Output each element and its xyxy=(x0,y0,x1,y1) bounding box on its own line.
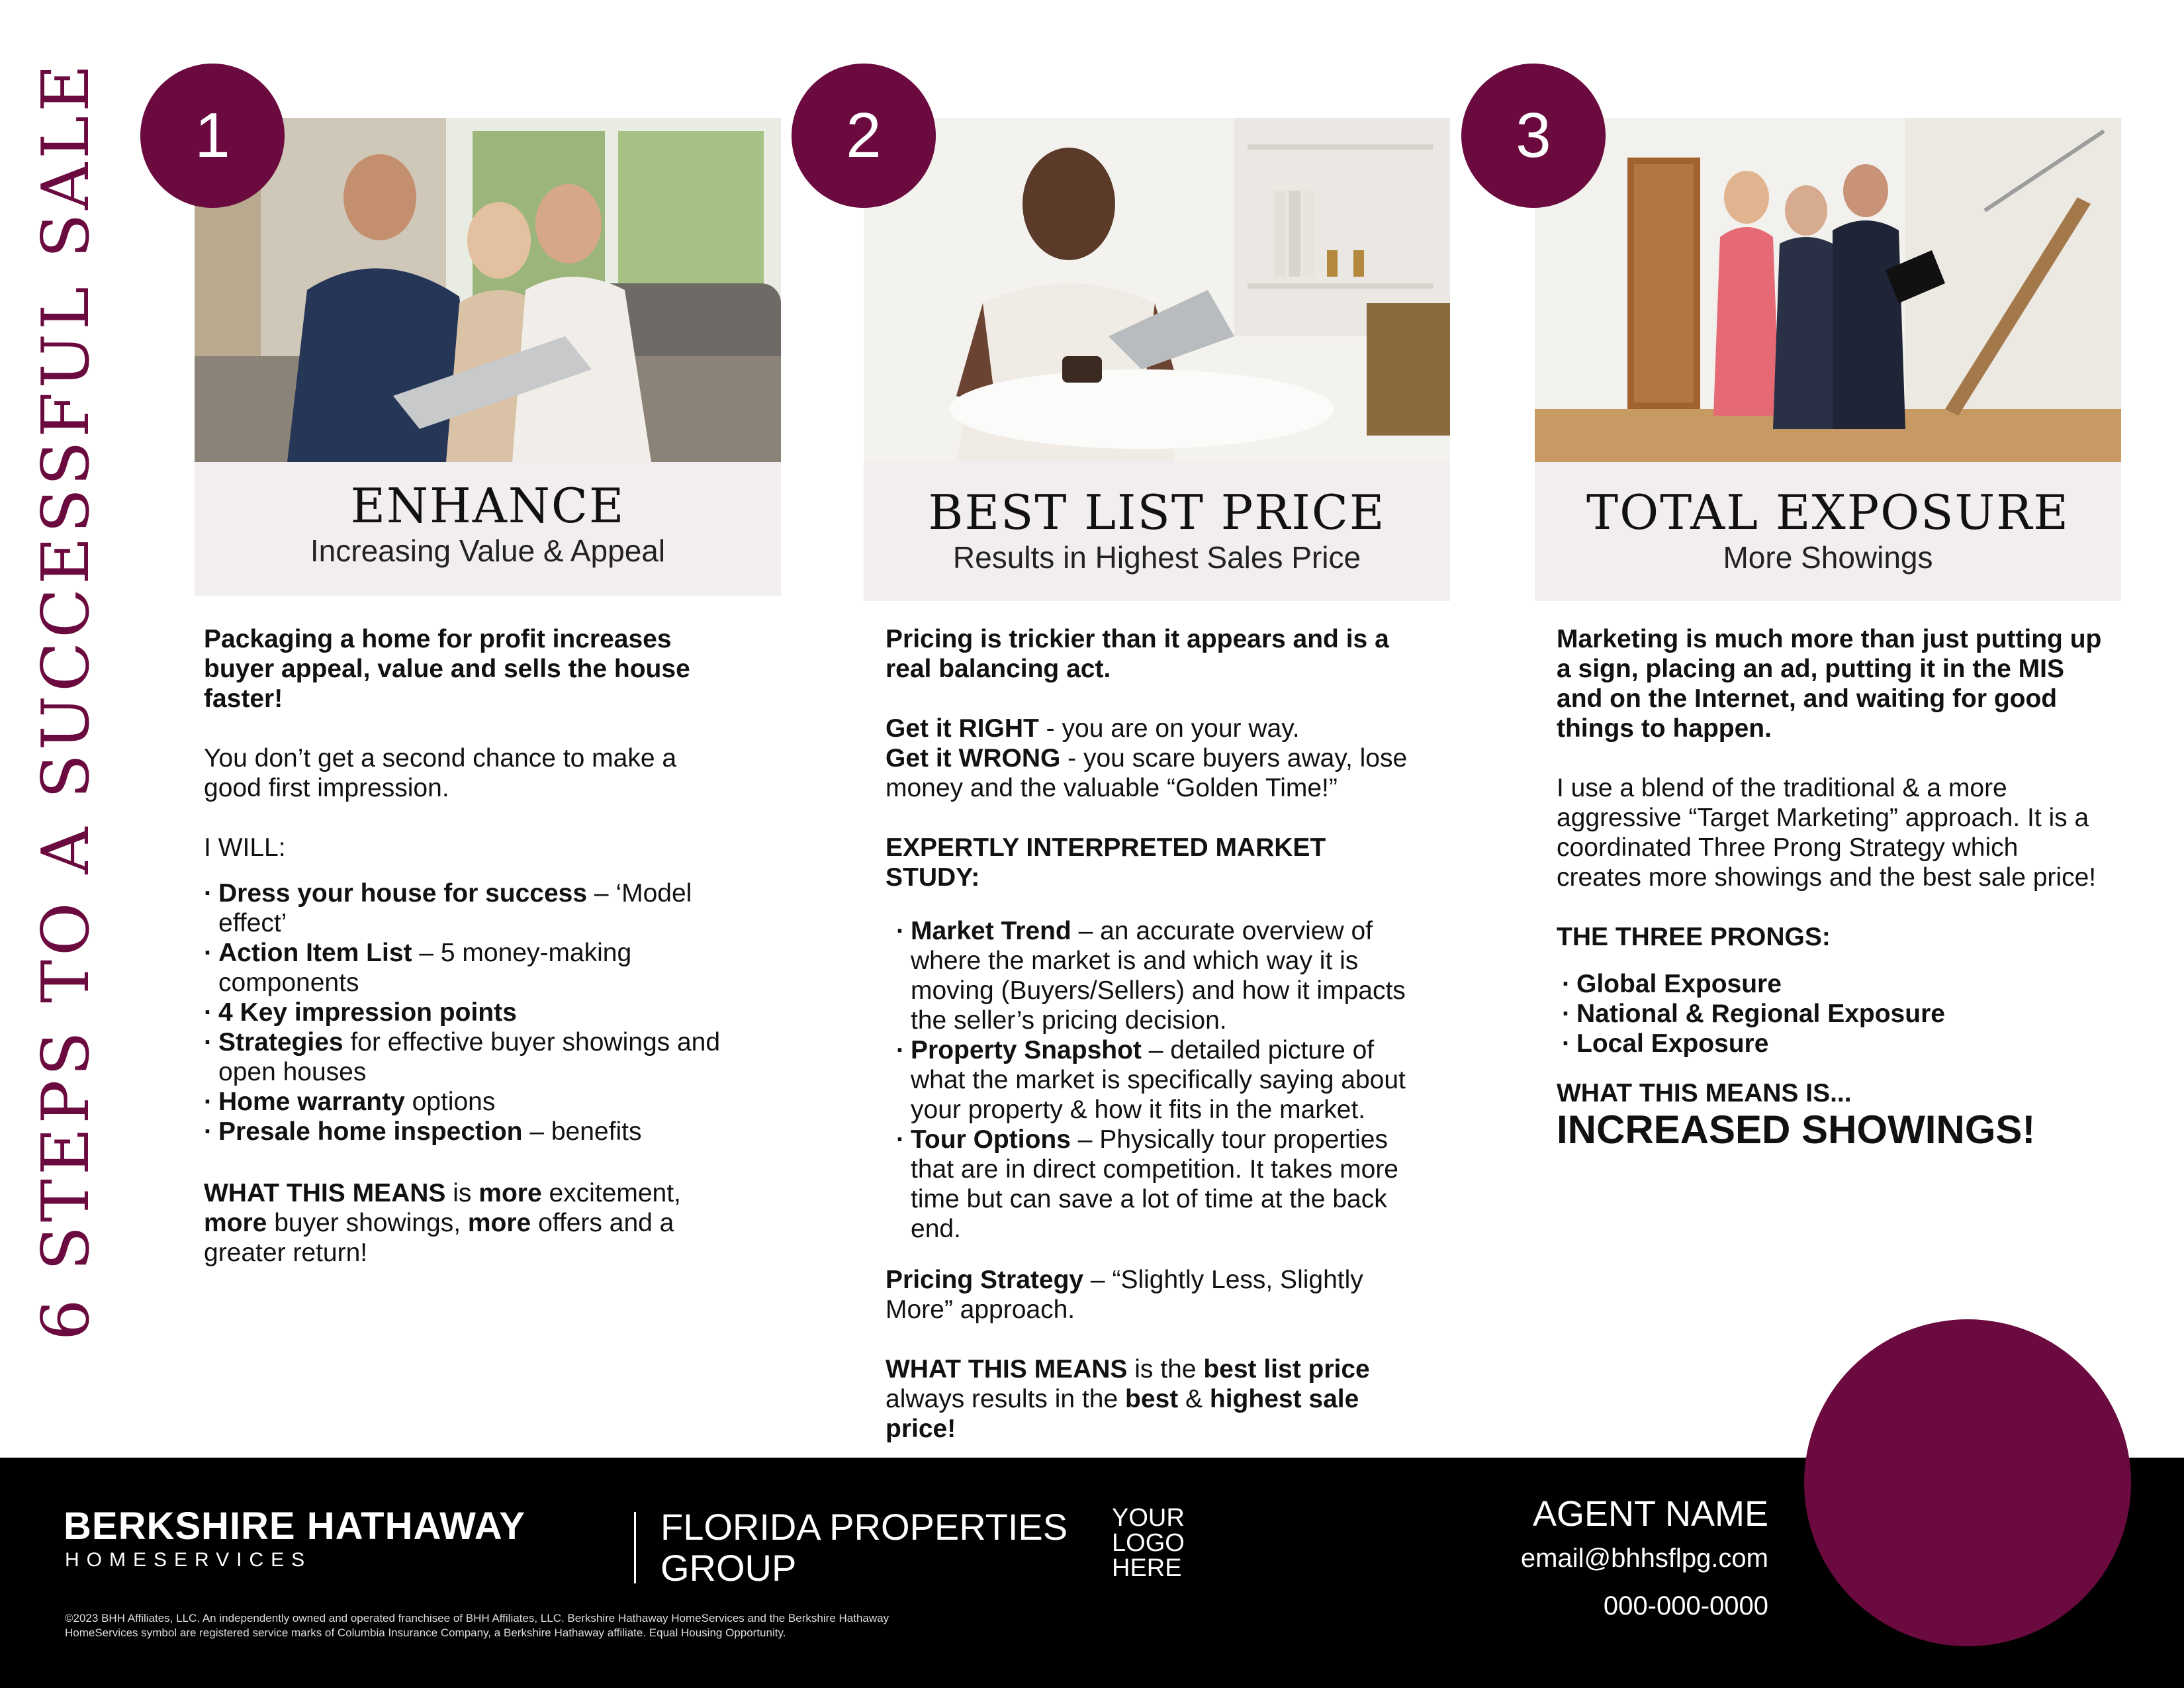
list-item: · Global Exposure xyxy=(1562,969,2106,999)
step3-photo xyxy=(1535,118,2121,462)
list-item: · 4 Key impression points xyxy=(204,998,733,1027)
step1-body xyxy=(204,624,733,1268)
step1-i-will: I WILL: xyxy=(204,833,286,862)
step3-paragraph: I use a blend of the traditional & a more aggressive “Target Marketing” approach. It is a coordinated Three Prong Strategy which creates more showings and the best sale price! xyxy=(1557,774,2097,892)
logo-placeholder: YOUR LOGO HERE xyxy=(1112,1504,1185,1582)
step1-header-band xyxy=(195,462,781,596)
step2-what-this-means: WHAT THIS MEANS is the best list price always results in the best & highest sale price! xyxy=(886,1355,1370,1443)
step2-get-it-right: Get it RIGHT - you are on your way. xyxy=(886,714,1300,743)
legal-text: ©2023 BHH Affiliates, LLC. An independently owned and operated franchisee of BHH Affiliates, LLC. Berkshire Hathaway HomeServices and the Berkshire Hathaway HomeServices symbol are registered service marks of Columbia Insurance Company, a Berkshire Hathaway affiliate. Equal Housing Opportunity. xyxy=(65,1612,889,1639)
list-item: · Market Trend – an accurate overview of where the market is and which way it is moving (Buyers/Sellers) and how it impacts the seller’s pricing decision. xyxy=(896,916,1415,1035)
step2-photo xyxy=(864,118,1450,462)
agent-with-couple-photo-icon xyxy=(195,118,781,462)
step2-heading: BEST LIST PRICE xyxy=(928,485,1386,540)
step3-bullet-list xyxy=(1557,969,2106,1058)
step3-heading: TOTAL EXPOSURE xyxy=(1586,485,2070,540)
step2-body xyxy=(886,624,1415,1444)
step3-increased-showings: INCREASED SHOWINGS! xyxy=(1557,1107,2036,1152)
agent-email[interactable]: email@bhhsflpg.com xyxy=(1520,1544,1768,1573)
brand-main: BERKSHIRE HATHAWAY xyxy=(64,1505,525,1548)
step2-pricing-strategy: Pricing Strategy – “Slightly Less, Slightly More” approach. xyxy=(886,1266,1363,1324)
step1-what-this-means: WHAT THIS MEANS is more excitement, more buyer showings, more offers and a greater return! xyxy=(204,1179,681,1267)
group-name: FLORIDA PROPERTIES GROUP xyxy=(660,1506,1068,1589)
step2-bullet-list xyxy=(886,916,1415,1244)
agent-name: AGENT NAME xyxy=(1532,1494,1768,1534)
list-item: · Local Exposure xyxy=(1562,1029,2106,1058)
step1-intro: Packaging a home for profit increases buyer appeal, value and sells the house faster! xyxy=(204,625,690,713)
list-item: · Tour Options – Physically tour properties that are in direct competition. It takes more time but can save a lot of time at the back end. xyxy=(896,1125,1415,1244)
step3-body xyxy=(1557,624,2106,1152)
step2-get-it-wrong: Get it WRONG - you scare buyers away, lose money and the valuable “Golden Time!” xyxy=(886,744,1408,802)
list-item: · Home warranty options xyxy=(204,1087,733,1117)
step2-subheading: Results in Highest Sales Price xyxy=(952,540,1361,575)
step2-number-badge: 2 xyxy=(792,64,936,208)
list-item: · Strategies for effective buyer showings and open houses xyxy=(204,1027,733,1087)
vertical-page-title: 6 STEPS TO A SUCCESSFUL SALE xyxy=(28,60,104,1340)
step3-what-this-means: WHAT THIS MEANS IS... xyxy=(1557,1079,1852,1107)
step1-paragraph: You don’t get a second chance to make a good first impression. xyxy=(204,744,677,802)
woman-at-laptop-photo-icon xyxy=(864,118,1450,462)
step3-intro: Marketing is much more than just putting up a sign, placing an ad, putting it in the MIS and on the Internet, and waiting for good things to happen. xyxy=(1557,625,2102,743)
agent-photo-placeholder xyxy=(1804,1319,2131,1646)
brand-sub: HOMESERVICES xyxy=(65,1549,312,1571)
list-item: · National & Regional Exposure xyxy=(1562,999,2106,1029)
step3-header-band xyxy=(1535,462,2121,601)
step3-subheading: More Showings xyxy=(1723,540,1933,575)
agent-phone[interactable]: 000-000-0000 xyxy=(1603,1591,1768,1620)
step1-photo xyxy=(195,118,781,462)
agent-showing-home-photo-icon xyxy=(1535,118,2121,462)
brand-divider xyxy=(634,1512,636,1583)
step1-heading: ENHANCE xyxy=(350,478,625,534)
list-item: · Action Item List – 5 money-making components xyxy=(204,938,733,998)
step3-prongs-heading: THE THREE PRONGS: xyxy=(1557,923,1831,951)
list-item: · Dress your house for success – ‘Model effect’ xyxy=(204,878,733,938)
list-item: · Presale home inspection – benefits xyxy=(204,1117,733,1147)
step1-bullet-list xyxy=(204,878,733,1147)
step1-subheading: Increasing Value & Appeal xyxy=(310,534,666,568)
list-item: · Property Snapshot – detailed picture of what the market is specifically saying about your property & how it fits in the market. xyxy=(896,1035,1415,1125)
step1-number-badge: 1 xyxy=(140,64,285,208)
step2-study-heading: EXPERTLY INTERPRETED MARKET STUDY: xyxy=(886,833,1326,892)
step2-intro: Pricing is trickier than it appears and is a real balancing act. xyxy=(886,625,1389,683)
step2-header-band xyxy=(864,462,1450,601)
step3-number-badge: 3 xyxy=(1461,64,1606,208)
